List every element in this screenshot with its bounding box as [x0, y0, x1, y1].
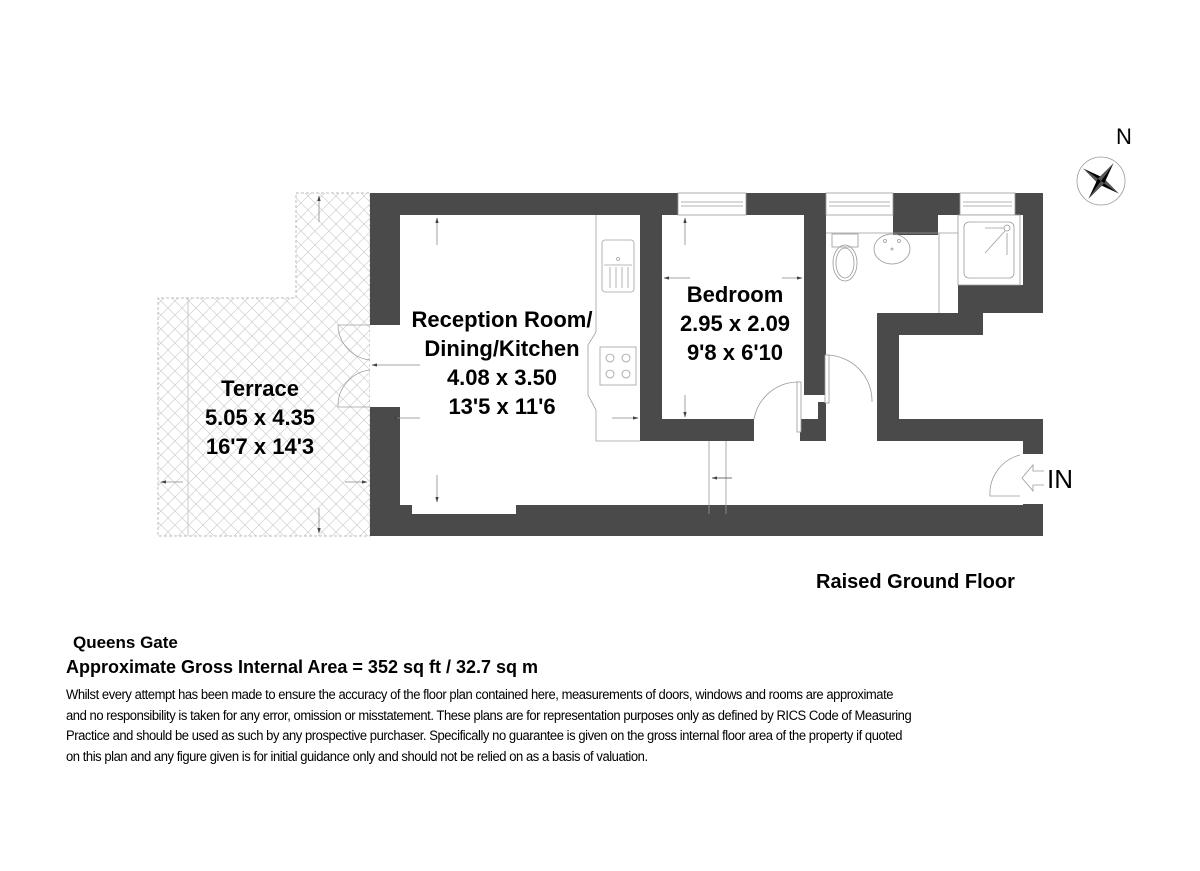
disclaimer-line: and no responsibility is taken for any error, omission or misstatement. These plans are for representation purposes only as defined by RICS Code of Measuring	[66, 707, 912, 723]
room-imperial-size: 16'7 x 14'3	[205, 434, 315, 459]
terrace-area	[158, 193, 370, 536]
room-imperial-size: 9'8 x 6'10	[686, 340, 784, 365]
room-name-line2: Dining/Kitchen	[424, 336, 580, 361]
room-name-line1: Reception Room/	[411, 307, 593, 332]
room-metric-size: 4.08 x 3.50	[446, 365, 558, 390]
floor-name: Raised Ground Floor	[816, 571, 1015, 593]
disclaimer-line: on this plan and any figure given is for initial guidance only and should not be relied on as a basis of valuation.	[66, 748, 648, 764]
room-label-reception	[392, 305, 612, 421]
compass-north-label: N	[1116, 124, 1132, 149]
disclaimer	[66, 685, 1104, 767]
disclaimer-line: Whilst every attempt has been made to ensure the accuracy of the floor plan contained here, measurements of doors, windows and rooms are approximate	[66, 687, 894, 702]
room-metric-size: 5.05 x 4.35	[204, 405, 316, 430]
room-label-bedroom	[660, 280, 810, 367]
disclaimer-line: Practice and should be used as such by any prospective purchaser. Specifically no guarantee is given on the gross internal floor area of the property if quoted	[66, 728, 903, 743]
entrance-label: IN	[1047, 464, 1073, 494]
room-label-terrace	[180, 374, 340, 461]
room-name: Terrace	[221, 376, 299, 401]
room-imperial-size: 13'5 x 11'6	[448, 394, 556, 419]
room-metric-size: 2.95 x 2.09	[679, 311, 791, 336]
property-name: Queens Gate	[73, 633, 178, 652]
windows	[678, 193, 1015, 215]
gross-internal-area: Approximate Gross Internal Area = 352 sq ft / 32.7 sq m	[66, 657, 539, 677]
room-name: Bedroom	[686, 282, 784, 307]
compass-rose-icon	[1070, 150, 1131, 211]
shower-tray-icon	[958, 215, 1020, 285]
